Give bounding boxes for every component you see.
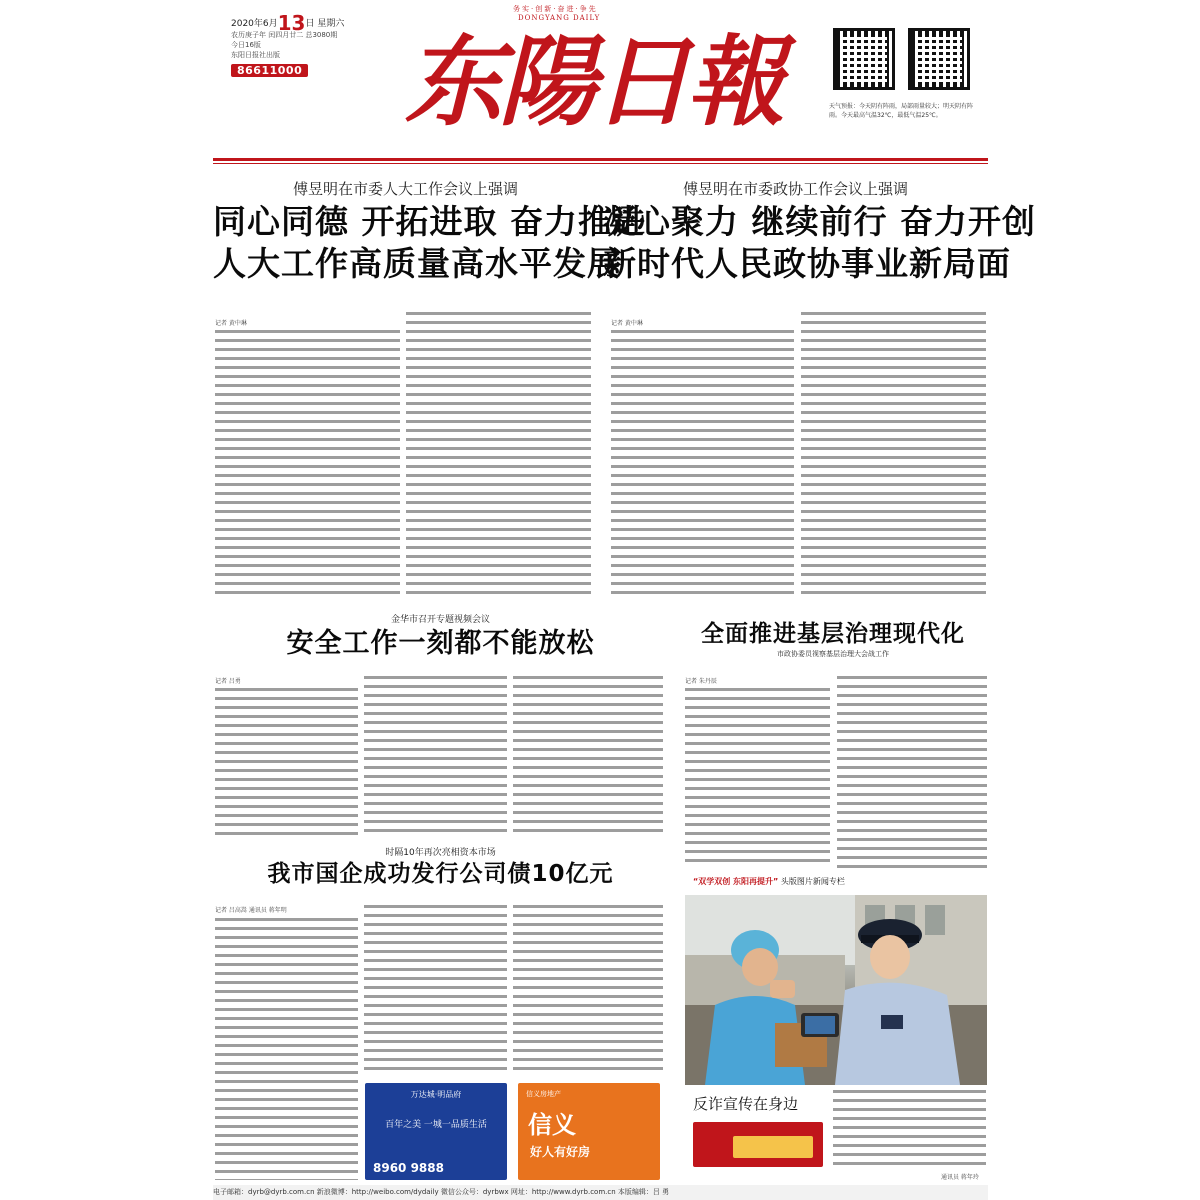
story-headline: 安全工作一刻都不能放松 [286, 628, 595, 659]
story-byline: 记者 黄中琳 [611, 320, 643, 327]
story-headline-line-2: 新时代人民政协事业新局面 [603, 244, 1011, 283]
meta-line-3: 东阳日报社出版 [231, 51, 280, 59]
ad-brand: 信义 [528, 1111, 576, 1139]
story-kicker: 傅昱明在市委政协工作会议上强调 [682, 180, 908, 198]
promo-highlight [733, 1136, 813, 1158]
story-subtitle: 市政协委员视察基层治理大会战工作 [777, 650, 889, 658]
photo-feature-banner [693, 876, 845, 887]
article-body-column [685, 688, 830, 868]
ad-slogan: 好人有好房 [530, 1145, 591, 1159]
date-suffix: 日 星期六 [305, 19, 345, 29]
photo-caption: 反诈宣传在身边 [693, 1095, 799, 1113]
story-bond-issue[interactable] [213, 845, 668, 890]
qr-code-icon[interactable] [908, 28, 970, 90]
story-byline: 记者 朱丹辰 [685, 678, 717, 685]
story-byline: 记者 吕勇 [215, 678, 241, 685]
article-body-column [364, 676, 507, 838]
hotline-badge: 86611000 [231, 64, 308, 77]
date-day: 13 [277, 11, 306, 35]
story-headline-line-2: 人大工作高质量高水平发展 [213, 244, 621, 283]
masthead-rule-thin [213, 163, 988, 164]
article-body-column [513, 905, 663, 1075]
banner-quote: “双学双创 东阳再提升” [693, 877, 779, 886]
weather-box: 天气预报：今天阴有阵雨，局部雨量较大；明天阴有阵雨。今天最高气温32℃，最低气温25℃。 [829, 103, 974, 119]
date-prefix: 2020年6月 [231, 19, 278, 29]
masthead-subtitle: DONGYANG DAILY [518, 14, 601, 22]
article-body-column [837, 676, 987, 868]
ad-real-estate-2[interactable] [518, 1083, 660, 1180]
masthead [213, 0, 988, 160]
story-kicker: 傅昱明在市委人大工作会议上强调 [292, 180, 518, 198]
story-cppcc-work[interactable] [603, 178, 1036, 285]
meta-line-1: 农历庚子年 闰四月廿二 总3080期 [231, 31, 338, 39]
masthead-slogan: 务实·创新·奋进·争先 [513, 5, 598, 13]
photo-credit: 通讯员 蒋年玲 [941, 1174, 979, 1181]
promo-box[interactable] [693, 1122, 823, 1167]
masthead-rule [213, 158, 988, 161]
meta-line-2: 今日16版 [231, 41, 261, 49]
story-headline: 我市国企成功发行公司债10亿元 [267, 861, 614, 887]
ad-phone: 8960 9888 [373, 1161, 444, 1175]
story-kicker: 时隔10年再次亮相资本市场 [385, 848, 496, 858]
ad-company: 信义房地产 [526, 1090, 561, 1098]
story-npc-work[interactable] [213, 178, 646, 285]
article-body-column [215, 688, 358, 838]
story-safety[interactable] [213, 612, 668, 663]
article-body-column [215, 918, 358, 1180]
ad-real-estate-1[interactable] [365, 1083, 507, 1180]
ad-slogan: 百年之美 一城一品质生活 [385, 1120, 487, 1130]
article-body-column [364, 905, 507, 1075]
footer-bar: 电子邮箱：dyrb@dyrb.com.cn 新浪微博：http://weibo.com/dydaily 微信公众号：dyrbwx 网址：http://www.dyrb.com.cn 本版编辑：吕 勇 [213, 1185, 988, 1200]
banner-rest: 头版图片新闻专栏 [780, 877, 845, 886]
story-byline: 记者 吕高嵩 通讯员 蒋年明 [215, 907, 287, 914]
ad-brand: 万达城·明品府 [410, 1090, 462, 1099]
article-body-column [611, 330, 794, 595]
story-headline: 全面推进基层治理现代化 [701, 621, 965, 647]
article-body-column [513, 676, 663, 838]
story-kicker: 金华市召开专题视频会议 [390, 615, 490, 625]
article-body-column [406, 312, 591, 595]
photo-illustration [685, 895, 987, 1085]
story-governance[interactable] [678, 620, 988, 660]
date-block [231, 11, 381, 77]
story-headline-line-1: 同心同德 开拓进取 奋力推进 [213, 202, 646, 241]
article-body-column [801, 312, 986, 595]
newspaper-page [213, 0, 1036, 1200]
newspaper-logo: 东陽日報 [398, 25, 804, 140]
news-photo[interactable] [685, 895, 987, 1085]
qr-code-icon[interactable] [833, 28, 895, 90]
photo-caption-body [833, 1090, 986, 1165]
story-byline: 记者 黄中琳 [215, 320, 247, 327]
story-headline-line-1: 凝心聚力 继续前行 奋力开创 [603, 202, 1036, 241]
article-body-column [215, 330, 400, 595]
